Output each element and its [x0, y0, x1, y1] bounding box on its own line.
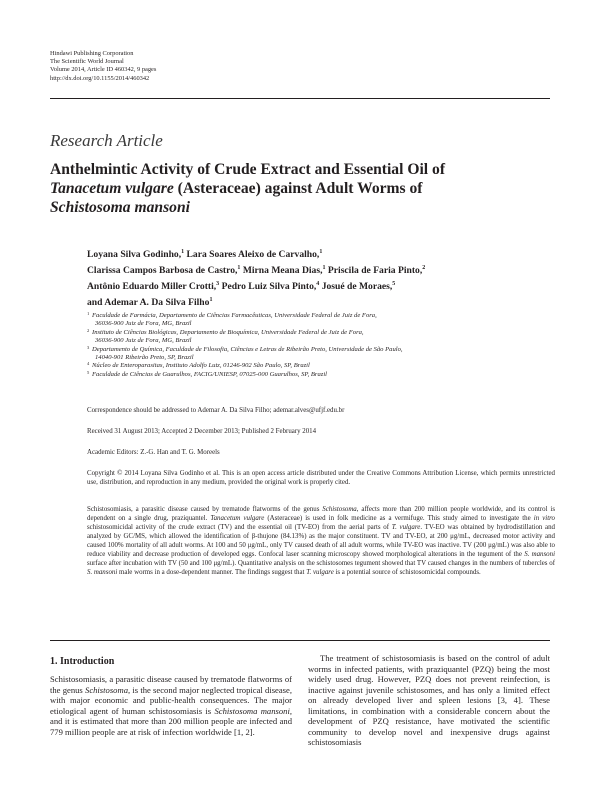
author: Mirna Meana Dias,$^1$	[242, 264, 326, 276]
header-rule	[50, 98, 550, 99]
abstract-rule	[50, 640, 550, 641]
section-heading-introduction: 1. Introduction	[50, 656, 115, 667]
author: Priscila de Faria Pinto,$^2$	[327, 264, 426, 276]
author: Clarissa Campos Barbosa de Castro,$^1$	[87, 264, 241, 276]
journal-header	[50, 50, 156, 83]
title-parasite: Schistosoma mansoni	[50, 199, 190, 216]
header-line-doi[interactable]: http://dx.doi.org/10.1155/2014/460342	[50, 74, 150, 82]
title-line-2: (Asteraceae) against Adult Worms of	[173, 180, 423, 197]
author: Lara Soares Aleixo de Carvalho,$^1$	[186, 249, 323, 261]
affiliation: 4 Núcleo de Enteroparasitas, Instituto Adolfo Lutz, 01246-902 São Paulo, SP, Brazil	[87, 361, 310, 370]
header-line-publisher: Hindawi Publishing Corporation	[50, 50, 134, 57]
author: and Ademar A. Da Silva Filho$^1$	[87, 296, 213, 308]
intro-right-column: The treatment of schistosomiasis is based on the control of adult worms in infected patients, with praziquantel (PZQ) being the most widely used drug. However, PZQ does not prevent reinfection, is inactive against juvenile schistosomes, and has only a limited effect on already developed liver and spleen lesions [3, 4]. These limitations, in combination with a considerable concern about the development of PZQ resistance, have motivated the scientific community to develop novel and inexpensive drugs against schistosomiasis	[308, 653, 550, 748]
header-line-volume: Volume 2014, Article ID 460342, 9 pages	[50, 66, 157, 74]
header-line-journal: The Scientific World Journal	[50, 58, 124, 66]
affiliation: 2 Instituto de Ciências Biológicas, Departamento de Bioquímica, Universidade Federal de Juiz de Fora, 36036-900 Juiz de Fora, MG, Brazil	[87, 327, 364, 345]
author-list	[87, 246, 557, 309]
academic-editors: Academic Editors: Z.-G. Han and T. G. Moreels	[87, 449, 220, 456]
abstract: Schistosomiasis, a parasitic disease caused by trematode flatworms of the genus Schistosoma, affects more than 200 million people worldwide, and its control is dependent on a single drug, praziquantel. Tanacetum vulgare (Asteraceae) is used in folk medicine as a vermifuge. This study aimed to investigate the in vitro schistosomicidal activity of the crude extract (TV) and the essential oil (TV-EO) from the aerial parts of T. vulgare. TV-EO was obtained by hydrodistillation and analyzed by GC/MS, which allowed the identification of β-thujone (84.13%) as the major constituent. TV and TV-EO, at 200 μg/mL, decreased motor activity and caused 100% mortality of all adult worms. At 100 and 50 μg/mL, only TV caused death of all adult worms, while TV-EO was inactive. TV (200 μg/mL) was also able to reduce viability and decrease production of developed eggs. Confocal laser scanning microscopy showed morphological alterations in the tegument of the S. mansoni surface after incubation with TV (50 and 100 μg/mL). Quantitative analysis on the schistosomes tegument showed that TV caused changes in the numbers of tubercles of S. mansoni male worms in a dose-dependent manner. The findings suggest that T. vulgare is a potential source of schistosomicidal compounds.	[87, 506, 556, 577]
article-title	[50, 160, 550, 217]
author: Loyana Silva Godinho,$^1$	[87, 249, 185, 261]
author: Antônio Eduardo Miller Crotti,$^3$	[87, 280, 220, 292]
article-type: Research Article	[50, 131, 163, 150]
intro-left-column: Schistosomiasis, a parasitic disease caused by trematode flatworms of the genus Schistosoma, is the second major neglected tropical disease, with major economic and public-health consequences. The major etiological agent of human schistosomiasis is Schistosoma mansoni, and it is estimated that more than 200 million people are infected and 779 million people are at risk of infection worldwide [1, 2].	[50, 674, 293, 737]
author: Josué de Moraes,$^5$	[321, 280, 396, 292]
title-line-1: Anthelmintic Activity of Crude Extract and Essential Oil of	[50, 161, 446, 178]
correspondence: Correspondence should be addressed to Ademar A. Da Silva Filho; ademar.alves@ufjf.edu.br	[87, 407, 345, 414]
author: Pedro Luiz Silva Pinto,$^4$	[221, 280, 320, 292]
publication-dates: Received 31 August 2013; Accepted 2 December 2013; Published 2 February 2014	[87, 428, 317, 435]
affiliation: 5 Faculdade de Ciências de Guarulhos, FACIG/UNIESP, 07025-000 Guarulhos, SP, Brazil	[87, 369, 327, 378]
affiliation: 1 Faculdade de Farmácia, Departamento de Ciências Farmacêuticas, Universidade Federal de Juiz de Fora, 36036-900 Juiz de Fora, MG, Brazil	[87, 311, 377, 328]
affiliation-list	[87, 312, 527, 379]
affiliation: 3 Departamento de Química, Faculdade de Filosofia, Ciências e Letras de Ribeirão Preto, Universidade de São Paulo, 14040-901 Ribeirão Preto, SP, Brazil	[87, 344, 403, 362]
copyright-notice: Copyright © 2014 Loyana Silva Godinho et al. This is an open access article distributed under the Creative Commons Attribution License, which permits unrestricted use, distribution, and reproduction in any medium, provided the original work is properly cited.	[87, 470, 555, 486]
title-species: Tanacetum vulgare	[50, 180, 174, 197]
